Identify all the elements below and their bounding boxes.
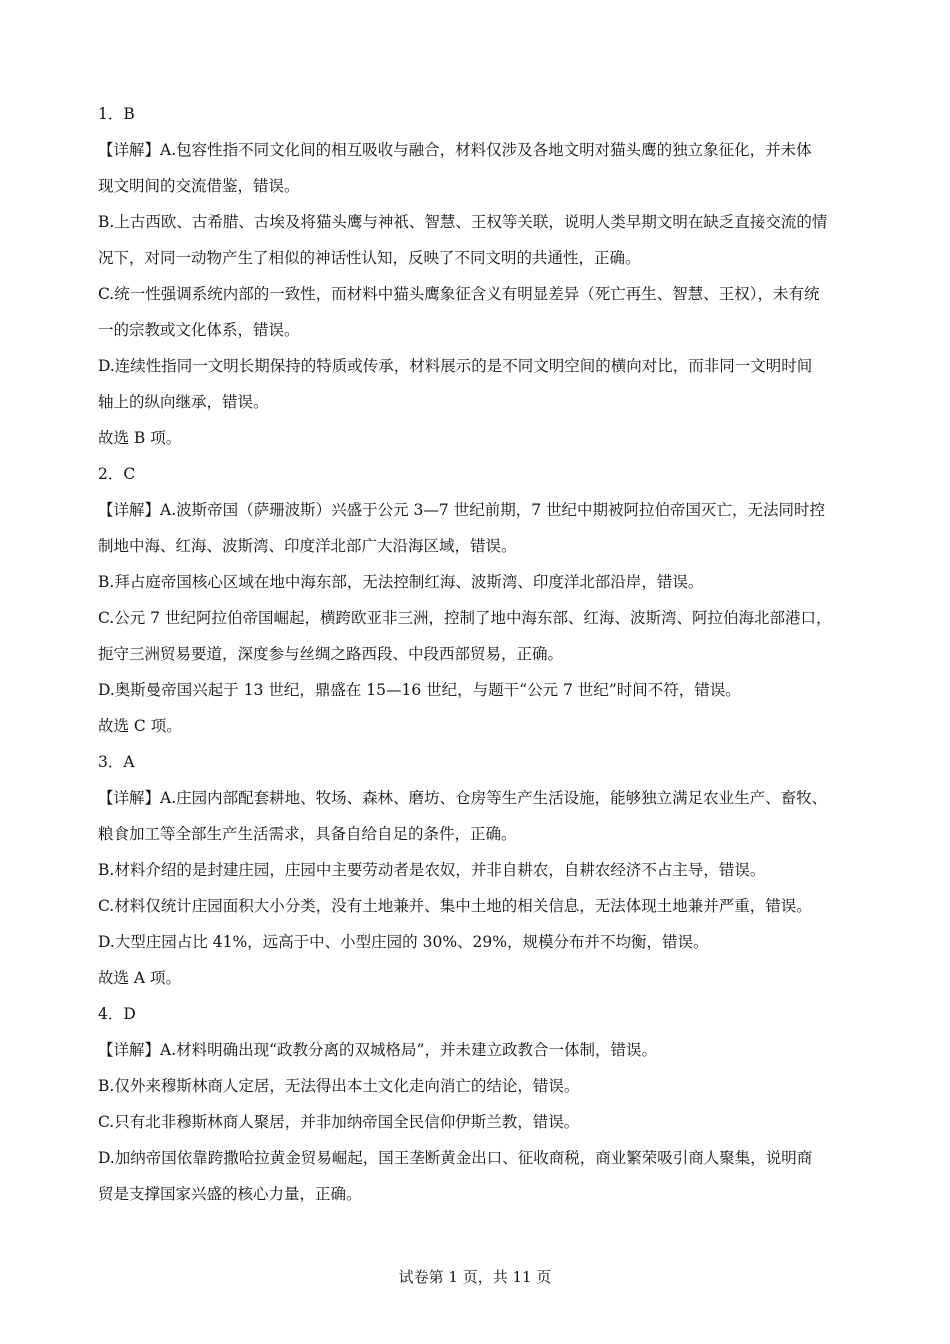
explanation-line: 况下，对同一动物产生了相似的神话性认知，反映了不同文明的共通性，正确。 (98, 249, 641, 267)
question-header: 1．B (98, 105, 135, 123)
explanation-line: C.只有北非穆斯林商人聚居，并非加纳帝国全民信仰伊斯兰教，错误。 (98, 1113, 580, 1131)
explanation-line: 【详解】A.庄园内部配套耕地、牧场、森林、磨坊、仓房等生产生活设施，能够独立满足农业生产、畜牧、 (98, 789, 828, 807)
explanation-line: D.连续性指同一文明长期保持的特质或传承，材料展示的是不同文明空间的横向对比，而非同一文明时间 (98, 357, 813, 375)
explanation-line: B.仅外来穆斯林商人定居，无法得出本土文化走向消亡的结论，错误。 (98, 1077, 580, 1095)
explanation-line: D.奥斯曼帝国兴起于 13 世纪，鼎盛在 15—16 世纪，与题干“公元 7 世纪”时间不符，错误。 (98, 681, 741, 699)
explanation-line: D.大型庄园占比 41%，远高于中、小型庄园的 30%、29%，规模分布并不均衡，错误。 (98, 933, 709, 951)
question-header: 2．C (98, 465, 136, 483)
explanation-line: 【详解】A.材料明确出现“政教分离的双城格局”，并未建立政教合一体制，错误。 (98, 1041, 657, 1059)
explanation-line: B.材料介绍的是封建庄园，庄园中主要劳动者是农奴，并非自耕农，自耕农经济不占主导，错误。 (98, 861, 766, 879)
explanation-line: B.拜占庭帝国核心区域在地中海东部，无法控制红海、波斯湾、印度洋北部沿岸，错误。 (98, 573, 704, 591)
answer-conclusion: 故选 A 项。 (98, 969, 182, 987)
explanation-line: 扼守三洲贸易要道，深度参与丝绸之路西段、中段西部贸易，正确。 (98, 645, 564, 663)
explanation-line: C.材料仅统计庄园面积大小分类，没有土地兼并、集中土地的相关信息，无法体现土地兼并严重，错误。 (98, 897, 812, 915)
explanation-line: D.加纳帝国依靠跨撒哈拉黄金贸易崛起，国王垄断黄金出口、征收商税，商业繁荣吸引商人聚集，说明商 (98, 1149, 813, 1167)
page-footer: 试卷第 1 页，共 11 页 (398, 1268, 552, 1286)
explanation-line: 制地中海、红海、波斯湾、印度洋北部广大沿海区域，错误。 (98, 537, 517, 555)
explanation-line: 【详解】A.波斯帝国（萨珊波斯）兴盛于公元 3—7 世纪前期，7 世纪中期被阿拉伯帝国灭亡，无法同时控 (98, 501, 825, 519)
answer-content (98, 96, 866, 1212)
explanation-line: B.上古西欧、古希腊、古埃及将猫头鹰与神祇、智慧、王权等关联，说明人类早期文明在缺乏直接交流的情 (98, 213, 828, 231)
answer-conclusion: 故选 C 项。 (98, 717, 182, 735)
question-block-4 (98, 996, 866, 1212)
explanation-line: 【详解】A.包容性指不同文化间的相互吸收与融合，材料仅涉及各地文明对猫头鹰的独立象征化，并未体 (98, 141, 812, 159)
question-block-3 (98, 744, 866, 996)
question-header: 3．A (98, 753, 135, 771)
explanation-line: C.统一性强调系统内部的一致性，而材料中猫头鹰象征含义有明显差异（死亡再生、智慧、王权），未有统 (98, 285, 820, 303)
question-block-2 (98, 456, 866, 744)
question-header: 4．D (98, 1005, 136, 1023)
answer-conclusion: 故选 B 项。 (98, 429, 182, 447)
explanation-line: 现文明间的交流借鉴，错误。 (98, 177, 300, 195)
explanation-line: 轴上的纵向继承，错误。 (98, 393, 269, 411)
question-block-1 (98, 96, 866, 456)
explanation-line: C.公元 7 世纪阿拉伯帝国崛起，横跨欧亚非三洲，控制了地中海东部、红海、波斯湾、阿拉伯海北部港口， (98, 609, 832, 627)
explanation-line: 一的宗教或文化体系，错误。 (98, 321, 300, 339)
explanation-line: 贸是支撑国家兴盛的核心力量，正确。 (98, 1185, 362, 1203)
explanation-line: 粮食加工等全部生产生活需求，具备自给自足的条件，正确。 (98, 825, 517, 843)
